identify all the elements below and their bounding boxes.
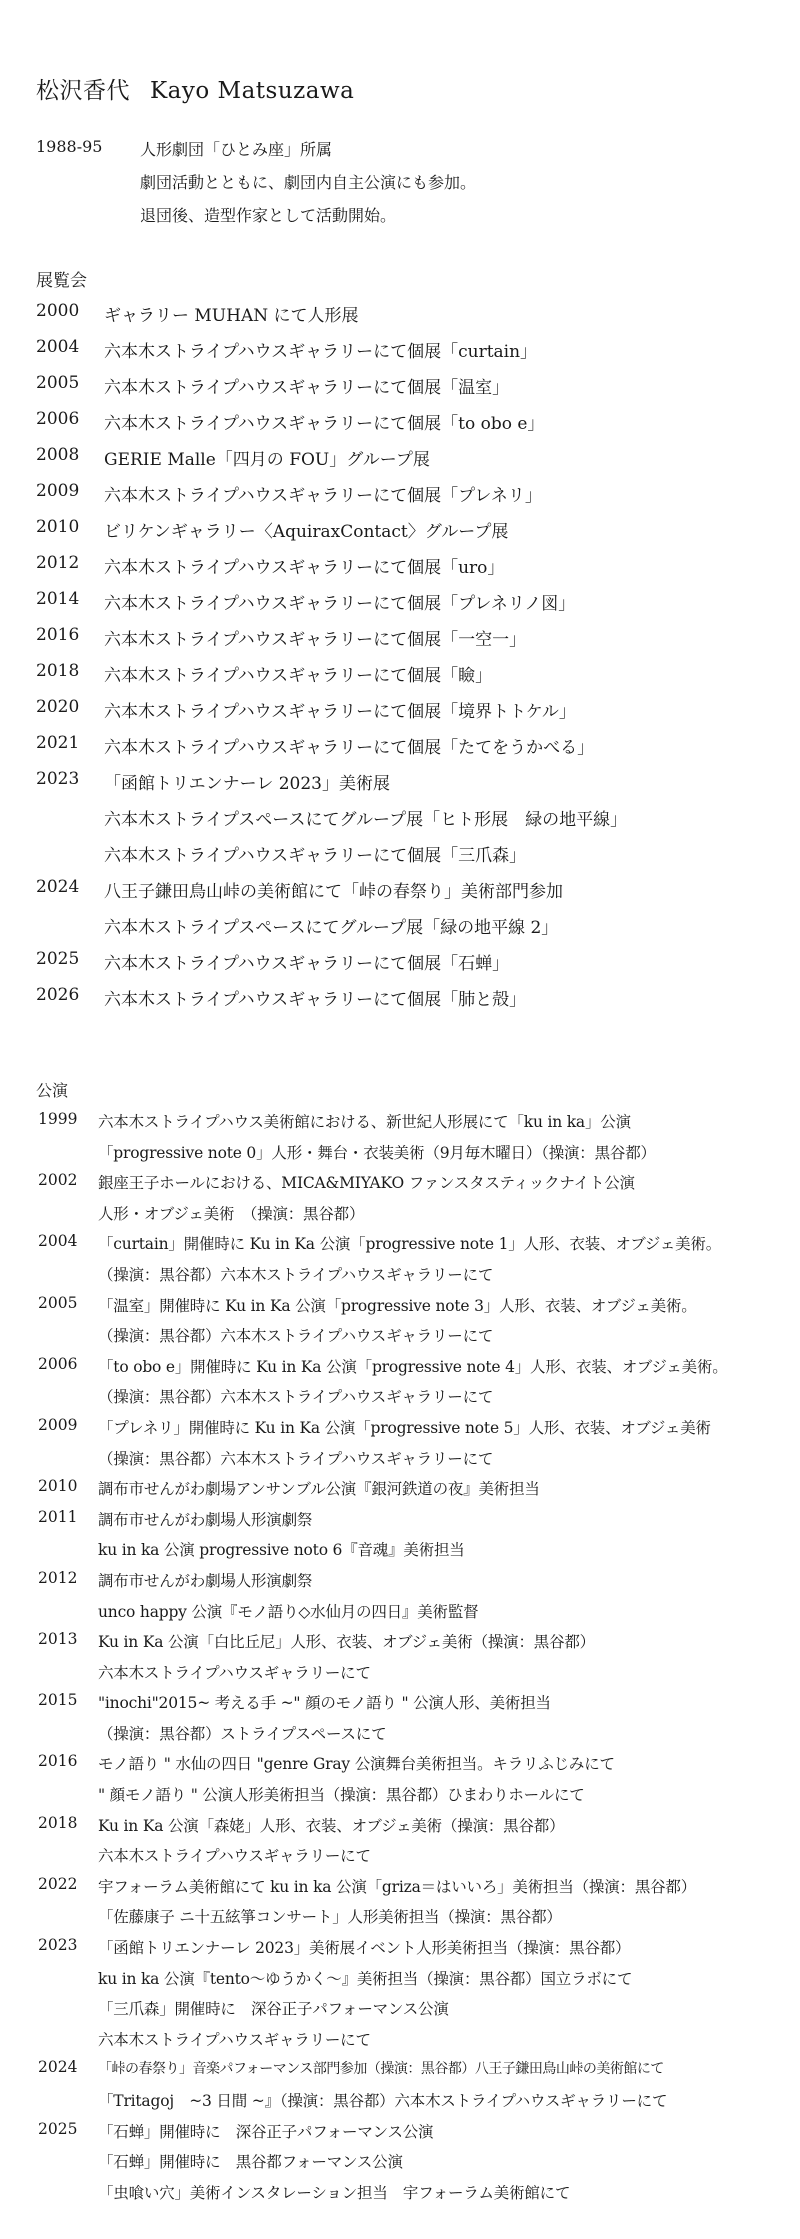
performance-row <box>36 1936 776 1967</box>
performance-year: 2005 <box>38 1293 78 1312</box>
bio-year: 1988-95 <box>36 137 103 156</box>
exhibition-year: 2008 <box>36 445 80 465</box>
performance-row <box>36 1661 776 1692</box>
performance-text: 「虫喰い穴」美術インスタレーション担当 宇フォーラム美術館にて <box>98 2183 571 2202</box>
exhibition-text: 六本木ストライプハウスギャラリーにて個展「curtain」 <box>104 342 538 362</box>
performance-year: 2004 <box>38 1232 78 1251</box>
performance-row <box>36 1355 776 1386</box>
performance-row <box>36 2028 776 2059</box>
performance-text: 「Tritagoj ~3 日間 ~』（操演：黒谷都）六本木ストライプハウスギャラリーにて <box>98 2092 668 2110</box>
exhibition-year: 2016 <box>36 625 80 645</box>
performance-year: 2025 <box>38 2119 78 2138</box>
performance-row <box>36 1844 776 1875</box>
performance-text: 調布市せんがわ劇場アンサンブル公演『銀河鉄道の夜』美術担当 <box>98 1480 540 1499</box>
performance-text: モノ語り " 水仙の四日 "genre Gray 公演舞台美術担当。キラリふじみにて <box>98 1755 615 1774</box>
exhibitions-list <box>36 301 776 1021</box>
exhibition-text: ビリケンギャラリー〈AquiraxContact〉グループ展 <box>104 522 509 542</box>
performance-text: 六本木ストライプハウスギャラリーにて <box>98 1847 371 1866</box>
exhibition-text: ギャラリー MUHAN にて人形展 <box>104 306 359 326</box>
performance-year: 2023 <box>38 1936 78 1955</box>
performance-text: （操演：黒谷都）六本木ストライプハウスギャラリーにて <box>98 1265 494 1284</box>
exhibition-year: 2025 <box>36 949 80 969</box>
performance-row <box>36 2058 776 2089</box>
performance-row <box>36 1508 776 1539</box>
performance-text: 六本木ストライプハウス美術館における、新世紀人形展にて「ku in ka」公演 <box>98 1113 631 1131</box>
performance-row <box>36 1905 776 1936</box>
performance-text: unco happy 公演『モノ語り◇水仙月の四日』美術監督 <box>98 1602 479 1621</box>
exhibition-text: 「函館トリエンナーレ 2023」美術展 <box>104 774 390 794</box>
performance-row <box>36 1294 776 1325</box>
performance-row <box>36 1324 776 1355</box>
performance-row <box>36 1600 776 1631</box>
bio-line: 劇団活動とともに、劇団内自主公演にも参加。 <box>140 173 477 192</box>
performance-text: 六本木ストライプハウスギャラリーにて <box>98 2030 371 2049</box>
bio-line: 人形劇団「ひとみ座」所属 <box>140 140 333 159</box>
performance-row <box>36 1110 776 1141</box>
performance-year: 2022 <box>38 1874 78 1893</box>
performance-text: 「温室」開催時に Ku in Ka 公演「progressive note 3」人形、衣装、オブジェ美術。 <box>98 1296 697 1315</box>
exhibition-text: 六本木ストライプハウスギャラリーにて個展「たてをうかべる」 <box>104 738 595 758</box>
performance-text: （操演：黒谷都）ストライプスペースにて <box>98 1724 387 1743</box>
performance-year: 1999 <box>38 1110 78 1128</box>
performance-text: ku in ka 公演『tento～ゆうかく～』美術担当（操演：黒谷都）国立ラボにて <box>98 1969 633 1988</box>
exhibition-text: 六本木ストライプハウスギャラリーにて個展「プレネリノ図」 <box>104 594 576 614</box>
performance-year: 2015 <box>38 1691 78 1710</box>
exhibition-year: 2026 <box>36 985 80 1005</box>
exhibitions-heading: 展覧会 <box>36 271 87 291</box>
exhibition-text: 六本木ストライプハウスギャラリーにて個展「境界トトケル」 <box>104 702 576 722</box>
exhibition-year: 2020 <box>36 697 80 717</box>
exhibition-text: 六本木ストライプハウスギャラリーにて個展「プレネリ」 <box>104 486 542 506</box>
performance-row <box>36 1691 776 1722</box>
performance-row <box>36 1538 776 1569</box>
exhibition-row <box>36 733 776 769</box>
exhibition-text: 六本木ストライプスペースにてグループ展「緑の地平線 2」 <box>104 918 559 938</box>
exhibition-row <box>36 409 776 445</box>
performance-row <box>36 1875 776 1906</box>
performance-row <box>36 1416 776 1447</box>
performance-year: 2013 <box>38 1630 78 1649</box>
exhibition-year: 2009 <box>36 481 80 501</box>
exhibition-text: 六本木ストライプハウスギャラリーにて個展「uro」 <box>104 558 505 578</box>
performance-row <box>36 1569 776 1600</box>
performance-year: 2010 <box>38 1477 78 1496</box>
performance-text: 「峠の春祭り」音楽パフォーマンス部門参加（操演：黒谷都）八王子鎌田鳥山峠の美術館にて <box>98 2061 664 2078</box>
exhibition-row <box>36 805 776 841</box>
exhibition-year: 2018 <box>36 661 80 681</box>
performance-row <box>36 1967 776 1998</box>
performance-year: 2009 <box>38 1415 78 1434</box>
performance-year: 2018 <box>38 1813 78 1832</box>
exhibition-row <box>36 481 776 517</box>
exhibition-year: 2021 <box>36 733 80 753</box>
performance-row <box>36 1171 776 1202</box>
performance-year: 2002 <box>38 1171 78 1190</box>
performance-text: 「佐藤康子 ニ十五絃箏コンサート」人形美術担当（操演：黒谷都） <box>98 1908 562 1927</box>
performance-text: （操演：黒谷都）六本木ストライプハウスギャラリーにて <box>98 1327 494 1346</box>
exhibition-row <box>36 301 776 337</box>
performance-text: 「函館トリエンナーレ 2023」美術展イベント人形美術担当（操演：黒谷都） <box>98 1939 631 1958</box>
exhibition-row <box>36 985 776 1021</box>
performance-text: 銀座王子ホールにおける、MICA&MIYAKO ファンスタスティックナイト公演 <box>98 1174 635 1193</box>
performance-year: 2006 <box>38 1354 78 1373</box>
performance-text: 「プレネリ」開催時に Ku in Ka 公演「progressive note 5」人形、衣装、オブジェ美術 <box>98 1418 711 1437</box>
performance-text: （操演：黒谷都）六本木ストライプハウスギャラリーにて <box>98 1388 494 1407</box>
performance-text: （操演：黒谷都）六本木ストライプハウスギャラリーにて <box>98 1449 494 1468</box>
performance-text: 「progressive note 0」人形・舞台・衣装美術（9月毎木曜日）（操演：黒谷都） <box>98 1143 656 1162</box>
performance-text: 「石蝉」開催時に 黒谷都フォーマンス公演 <box>98 2153 403 2172</box>
exhibition-row <box>36 697 776 733</box>
performance-row <box>36 2089 776 2120</box>
performance-text: 「curtain」開催時に Ku in Ka 公演「progressive note 1」人形、衣装、オブジェ美術。 <box>98 1235 722 1254</box>
performance-text: 「to obo e」開催時に Ku in Ka 公演「progressive note 4」人形、衣装、オブジェ美術。 <box>98 1357 728 1376</box>
artist-name-ja: 松沢香代 <box>36 78 130 104</box>
exhibition-year: 2024 <box>36 877 80 897</box>
performance-row <box>36 1783 776 1814</box>
exhibition-text: 六本木ストライプハウスギャラリーにて個展「瞼」 <box>104 666 493 686</box>
artist-name <box>36 72 354 105</box>
artist-name-en: Kayo Matsuzawa <box>150 78 355 104</box>
performance-year: 2011 <box>38 1507 78 1526</box>
exhibition-row <box>36 373 776 409</box>
exhibition-row <box>36 841 776 877</box>
performance-row <box>36 1141 776 1172</box>
exhibition-row <box>36 625 776 661</box>
performance-text: 人形・オブジェ美術 （操演：黒谷都） <box>98 1204 365 1223</box>
exhibition-year: 2012 <box>36 553 80 573</box>
bio-line: 退団後、造型作家として活動開始。 <box>140 206 397 225</box>
exhibition-year: 2014 <box>36 589 80 609</box>
exhibition-text: 六本木ストライプハウスギャラリーにて個展「三爪森」 <box>104 846 527 866</box>
exhibition-text: 八王子鎌田鳥山峠の美術館にて「峠の春祭り」美術部門参加 <box>104 882 563 902</box>
performance-text: " 顔モノ語り " 公演人形美術担当（操演：黒谷都）ひまわりホールにて <box>98 1786 585 1805</box>
performance-row <box>36 1814 776 1845</box>
performance-row <box>36 1385 776 1416</box>
performance-row <box>36 1202 776 1233</box>
performance-text: 宇フォーラム美術館にて ku in ka 公演「griza＝はいいろ」美術担当（操演：黒谷都） <box>98 1877 697 1896</box>
exhibition-year: 2023 <box>36 769 80 789</box>
performance-row <box>36 1997 776 2028</box>
exhibition-text: 六本木ストライプハウスギャラリーにて個展「石蝉」 <box>104 954 510 974</box>
exhibition-text: 六本木ストライプハウスギャラリーにて個展「一空一」 <box>104 630 527 650</box>
performance-row <box>36 2120 776 2151</box>
performances-heading: 公演 <box>36 1081 69 1100</box>
performance-text: 調布市せんがわ劇場人形演劇祭 <box>98 1510 313 1529</box>
performance-text: 調布市せんがわ劇場人形演劇祭 <box>98 1571 313 1590</box>
performance-row <box>36 1752 776 1783</box>
performances-list <box>36 1110 776 2211</box>
performance-row <box>36 1263 776 1294</box>
exhibition-text: GERIE Malle「四月の FOU」グループ展 <box>104 450 430 470</box>
exhibition-year: 2000 <box>36 301 80 321</box>
exhibition-year: 2004 <box>36 337 80 357</box>
performance-year: 2024 <box>38 2058 78 2077</box>
performance-row <box>36 1447 776 1478</box>
performance-row <box>36 1630 776 1661</box>
exhibition-row <box>36 445 776 481</box>
performance-row <box>36 1232 776 1263</box>
exhibition-row <box>36 913 776 949</box>
performance-row <box>36 1722 776 1753</box>
exhibition-row <box>36 517 776 553</box>
performance-row <box>36 1477 776 1508</box>
exhibition-text: 六本木ストライプハウスギャラリーにて個展「温室」 <box>104 378 510 398</box>
exhibition-row <box>36 769 776 805</box>
exhibition-year: 2010 <box>36 517 80 537</box>
exhibition-row <box>36 337 776 373</box>
exhibition-text: 六本木ストライプハウスギャラリーにて個展「to obo e」 <box>104 414 545 434</box>
exhibition-row <box>36 553 776 589</box>
exhibition-year: 2006 <box>36 409 80 429</box>
exhibition-row <box>36 949 776 985</box>
performance-text: 「石蝉」開催時に 深谷正子パフォーマンス公演 <box>98 2122 434 2141</box>
performance-year: 2016 <box>38 1752 78 1771</box>
performance-text: Ku in Ka 公演「白比丘尼」人形、衣装、オブジェ美術（操演：黒谷都） <box>98 1633 595 1652</box>
performance-text: 「三爪森」開催時に 深谷正子パフォーマンス公演 <box>98 2000 449 2019</box>
performance-row <box>36 2150 776 2181</box>
exhibition-row <box>36 589 776 625</box>
exhibition-row <box>36 661 776 697</box>
performance-text: ku in ka 公演 progressive noto 6『音魂』美術担当 <box>98 1541 465 1560</box>
exhibition-text: 六本木ストライプハウスギャラリーにて個展「肺と殻」 <box>104 990 527 1010</box>
performance-text: Ku in Ka 公演「森姥」人形、衣装、オブジェ美術（操演：黒谷都） <box>98 1816 565 1835</box>
performance-text: "inochi"2015~ 考える手 ~" 顔のモノ語り " 公演人形、美術担当 <box>98 1694 551 1713</box>
performance-year: 2012 <box>38 1568 78 1587</box>
exhibition-year: 2005 <box>36 373 80 393</box>
exhibition-text: 六本木ストライプスペースにてグループ展「ヒト形展 緑の地平線」 <box>104 810 628 830</box>
performance-row <box>36 2181 776 2212</box>
exhibition-row <box>36 877 776 913</box>
performance-text: 六本木ストライプハウスギャラリーにて <box>98 1663 371 1682</box>
